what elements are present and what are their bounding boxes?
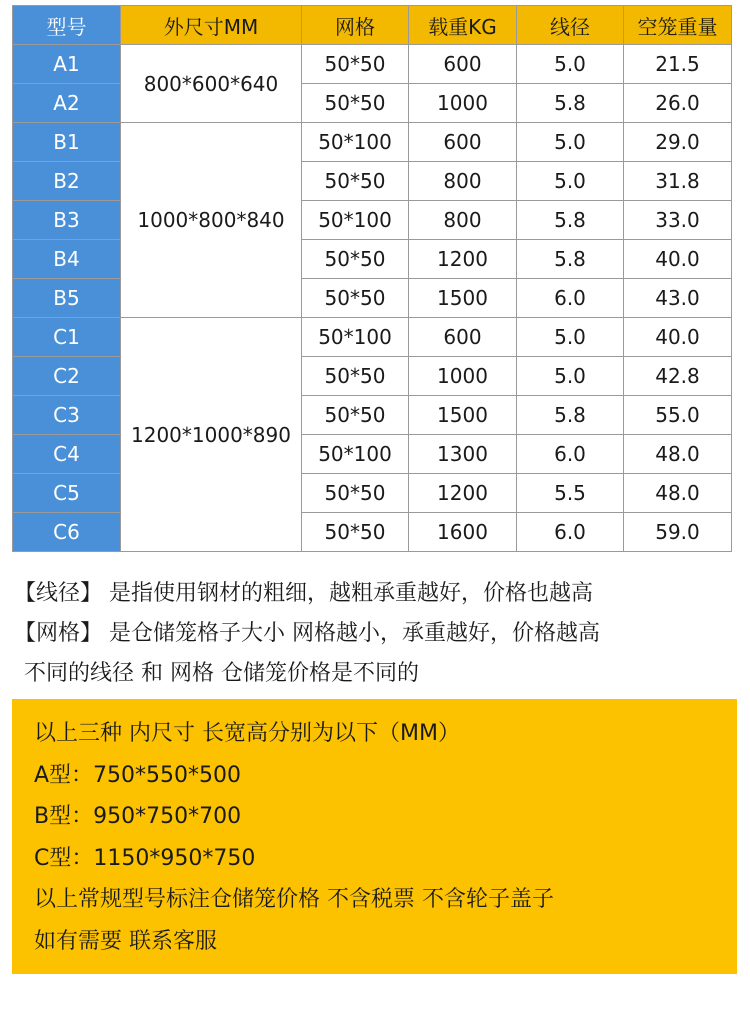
load-cell: 1600 [409, 513, 517, 552]
table-row [13, 513, 732, 552]
wire-cell: 5.0 [517, 123, 624, 162]
box-type-b: B型：950*750*700 [34, 804, 242, 829]
header-outer-size: 外尺寸MM [121, 6, 302, 45]
wire-cell: 5.8 [517, 201, 624, 240]
load-cell: 600 [409, 123, 517, 162]
wire-cell: 6.0 [517, 513, 624, 552]
spec-table [12, 5, 732, 552]
grid-cell: 50*50 [302, 474, 409, 513]
wire-cell: 5.0 [517, 162, 624, 201]
grid-cell: 50*50 [302, 279, 409, 318]
note-price: 不同的线径 和 网格 仓储笼价格是不同的 [24, 661, 419, 686]
load-cell: 1300 [409, 435, 517, 474]
header-grid: 网格 [302, 6, 409, 45]
grid-cell: 50*100 [302, 435, 409, 474]
grid-cell: 50*50 [302, 84, 409, 123]
box-type-a: A型：750*550*500 [34, 762, 242, 788]
wire-cell: 5.8 [517, 84, 624, 123]
grid-cell: 50*50 [302, 45, 409, 84]
grid-cell: 50*50 [302, 240, 409, 279]
wire-cell: 6.0 [517, 279, 624, 318]
wire-cell: 6.0 [517, 435, 624, 474]
table-row [13, 123, 732, 162]
model-cell: B1 [13, 123, 121, 162]
load-cell: 800 [409, 201, 517, 240]
weight-cell: 55.0 [624, 396, 732, 435]
weight-cell: 40.0 [624, 240, 732, 279]
weight-cell: 43.0 [624, 279, 732, 318]
wire-cell: 5.8 [517, 240, 624, 279]
model-cell: C4 [13, 435, 121, 474]
table-row [13, 318, 732, 357]
model-cell: C5 [13, 474, 121, 513]
table-row [13, 45, 732, 84]
weight-cell: 29.0 [624, 123, 732, 162]
load-cell: 1500 [409, 396, 517, 435]
weight-cell: 33.0 [624, 201, 732, 240]
grid-cell: 50*100 [302, 123, 409, 162]
outer-size-cell: 800*600*640 [121, 45, 302, 123]
weight-cell: 59.0 [624, 513, 732, 552]
wire-cell: 5.5 [517, 474, 624, 513]
weight-cell: 48.0 [624, 474, 732, 513]
load-cell: 1000 [409, 84, 517, 123]
grid-cell: 50*50 [302, 162, 409, 201]
header-weight: 空笼重量 [624, 6, 732, 45]
outer-size-cell: 1000*800*840 [121, 123, 302, 318]
header-load: 载重KG [409, 6, 517, 45]
weight-cell: 31.8 [624, 162, 732, 201]
model-cell: C2 [13, 357, 121, 396]
model-cell: C1 [13, 318, 121, 357]
table-header-row [13, 6, 732, 45]
header-wire: 线径 [517, 6, 624, 45]
model-cell: B5 [13, 279, 121, 318]
header-model: 型号 [13, 6, 121, 45]
table-row [13, 162, 732, 201]
table-row [13, 279, 732, 318]
model-cell: C3 [13, 396, 121, 435]
table-row [13, 435, 732, 474]
load-cell: 1500 [409, 279, 517, 318]
load-cell: 800 [409, 162, 517, 201]
box-title: 以上三种 内尺寸 长宽高分别为以下（MM） [34, 721, 460, 746]
weight-cell: 21.5 [624, 45, 732, 84]
model-cell: B4 [13, 240, 121, 279]
outer-size-cell: 1200*1000*890 [121, 318, 302, 552]
box-price-note: 以上常规型号标注仓储笼价格 不含税票 不含轮子盖子 [34, 887, 554, 912]
grid-cell: 50*50 [302, 357, 409, 396]
wire-cell: 5.0 [517, 318, 624, 357]
note-grid: 【网格】 是仓储笼格子大小 网格越小，承重越好，价格越高 [14, 621, 600, 646]
model-cell: B3 [13, 201, 121, 240]
inner-size-box [12, 699, 737, 974]
model-cell: C6 [13, 513, 121, 552]
load-cell: 600 [409, 318, 517, 357]
weight-cell: 40.0 [624, 318, 732, 357]
table-row [13, 201, 732, 240]
box-contact: 如有需要 联系客服 [34, 928, 217, 954]
table-row [13, 84, 732, 123]
wire-cell: 5.0 [517, 357, 624, 396]
model-cell: A1 [13, 45, 121, 84]
load-cell: 1200 [409, 474, 517, 513]
table-row [13, 396, 732, 435]
load-cell: 1200 [409, 240, 517, 279]
table-row [13, 357, 732, 396]
weight-cell: 26.0 [624, 84, 732, 123]
notes-section [14, 574, 734, 694]
wire-cell: 5.0 [517, 45, 624, 84]
model-cell: A2 [13, 84, 121, 123]
weight-cell: 42.8 [624, 357, 732, 396]
table-row [13, 240, 732, 279]
wire-cell: 5.8 [517, 396, 624, 435]
box-type-c: C型：1150*950*750 [34, 845, 256, 871]
grid-cell: 50*100 [302, 201, 409, 240]
grid-cell: 50*100 [302, 318, 409, 357]
grid-cell: 50*50 [302, 513, 409, 552]
table-row [13, 474, 732, 513]
load-cell: 1000 [409, 357, 517, 396]
grid-cell: 50*50 [302, 396, 409, 435]
load-cell: 600 [409, 45, 517, 84]
model-cell: B2 [13, 162, 121, 201]
note-wire: 【线径】 是指使用钢材的粗细，越粗承重越好，价格也越高 [14, 581, 593, 606]
weight-cell: 48.0 [624, 435, 732, 474]
